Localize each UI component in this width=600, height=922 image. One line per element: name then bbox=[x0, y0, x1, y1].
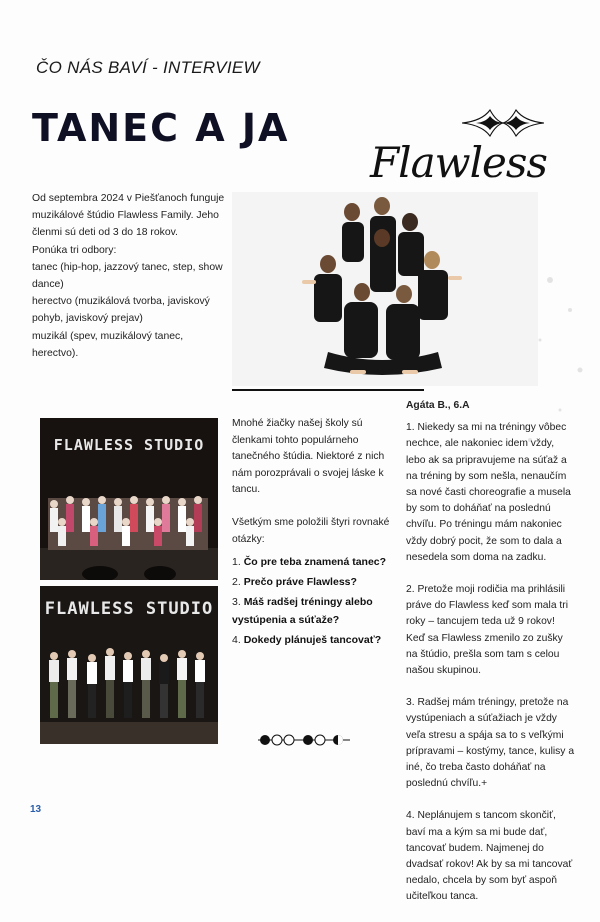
question-number: 1. bbox=[232, 556, 241, 568]
intro-text bbox=[32, 190, 228, 362]
group-photo bbox=[232, 192, 538, 386]
page-number: 13 bbox=[30, 804, 42, 815]
question-number: 4. bbox=[232, 634, 241, 646]
stage-sign-text: FLAWLESS STUDIO bbox=[44, 599, 214, 619]
article-title: TANEC A JA bbox=[32, 106, 290, 150]
photo-divider bbox=[232, 389, 424, 391]
question-item bbox=[232, 573, 402, 591]
answer-paragraph: 2. Pretože moji rodičia ma prihlásili práve do Flawless keď som mala tri roky – tancujem teda už 9 rokov! Keď sa Flawless zmenilo zo zušky na štúdio, prešla som tam s celou našou skupinou. bbox=[406, 584, 568, 677]
stage-photo-2 bbox=[40, 586, 218, 744]
stage-sign-text: FLAWLESS STUDIO bbox=[53, 436, 205, 454]
interview-answers bbox=[406, 398, 576, 922]
question-text: Máš radšej tréningy alebo vystúpenia a súťaže? bbox=[232, 596, 373, 626]
stage-photo-2-illustration bbox=[40, 586, 218, 744]
flawless-script-logo: Flawless bbox=[370, 138, 547, 187]
question-text: Prečo práve Flawless? bbox=[243, 576, 357, 588]
group-photo-illustration bbox=[232, 192, 538, 386]
intro-line: tanec (hip-hop, jazzový tanec, step, show dance) bbox=[32, 261, 223, 291]
intro-paragraphs bbox=[232, 416, 392, 564]
question-list bbox=[232, 553, 402, 651]
intro-line: Od septembra 2024 v Piešťanoch funguje muzikálové štúdio Flawless Family. Jeho členmi sú deti od 3 do 18 rokov. bbox=[32, 193, 225, 239]
question-item bbox=[232, 593, 402, 629]
question-number: 3. bbox=[232, 596, 241, 608]
question-item bbox=[232, 553, 402, 571]
intro-line: muzikál (spev, muzikálový tanec, herectvo). bbox=[32, 330, 184, 359]
question-item bbox=[232, 631, 402, 649]
answer-paragraph: 3. Radšej mám tréningy, pretože na vystúpeniach a súťažiach je vždy veľa stresu a spája sa to s veľkými prípravami – kostýmy, tance, kulisy a iné, čo treba často doháňať na poslednú chvíľu.+ bbox=[406, 697, 575, 790]
sparkle-ornament-icon bbox=[462, 108, 544, 138]
intro-line: Ponúka tri odbory: bbox=[32, 244, 117, 256]
question-number: 2. bbox=[232, 576, 241, 588]
section-kicker: ČO NÁS BAVÍ - INTERVIEW bbox=[36, 58, 260, 77]
stage-photo-1 bbox=[40, 418, 218, 580]
answer-paragraph: 4. Neplánujem s tancom skončiť, baví ma a kým sa mi bude dať, tancovať budem. Najmenej do dvadsať rokov! Ak by sa mi tancovať nedalo, chcela by som byť aspoň učiteľkou tanca. bbox=[406, 810, 573, 903]
middle-paragraph: Všetkým sme položili štyri rovnaké otázky: bbox=[232, 516, 390, 545]
dots-ornament-icon bbox=[258, 733, 350, 747]
stage-photo-1-illustration bbox=[40, 418, 218, 580]
question-text: Čo pre teba znamená tanec? bbox=[243, 556, 387, 568]
intro-line: herectvo (muzikálová tvorba, javiskový pohyb, javiskový prejav) bbox=[32, 296, 210, 325]
question-text: Dokedy plánuješ tancovať? bbox=[243, 634, 382, 646]
interviewee-name: Agáta B., 6.A bbox=[406, 400, 470, 411]
middle-paragraph: Mnohé žiačky našej školy sú členkami tohto populárneho tanečného štúdia. Niektoré z nich nám porozprávali o svojej láske k tancu. bbox=[232, 418, 385, 496]
answer-paragraph: 1. Niekedy sa mi na tréningy vôbec nechce, ale nakoniec idem vždy, lebo ak sa pripravujeme na súťaž a na tréning by som nešla, nenaučím sa nové časti choreografie a musela by som to doháňať na poslednú chvíľu. Po tréningu mám nakoniec vždy dobrý pocit, že som to dala a nesedela som doma na zadku. bbox=[406, 422, 571, 563]
